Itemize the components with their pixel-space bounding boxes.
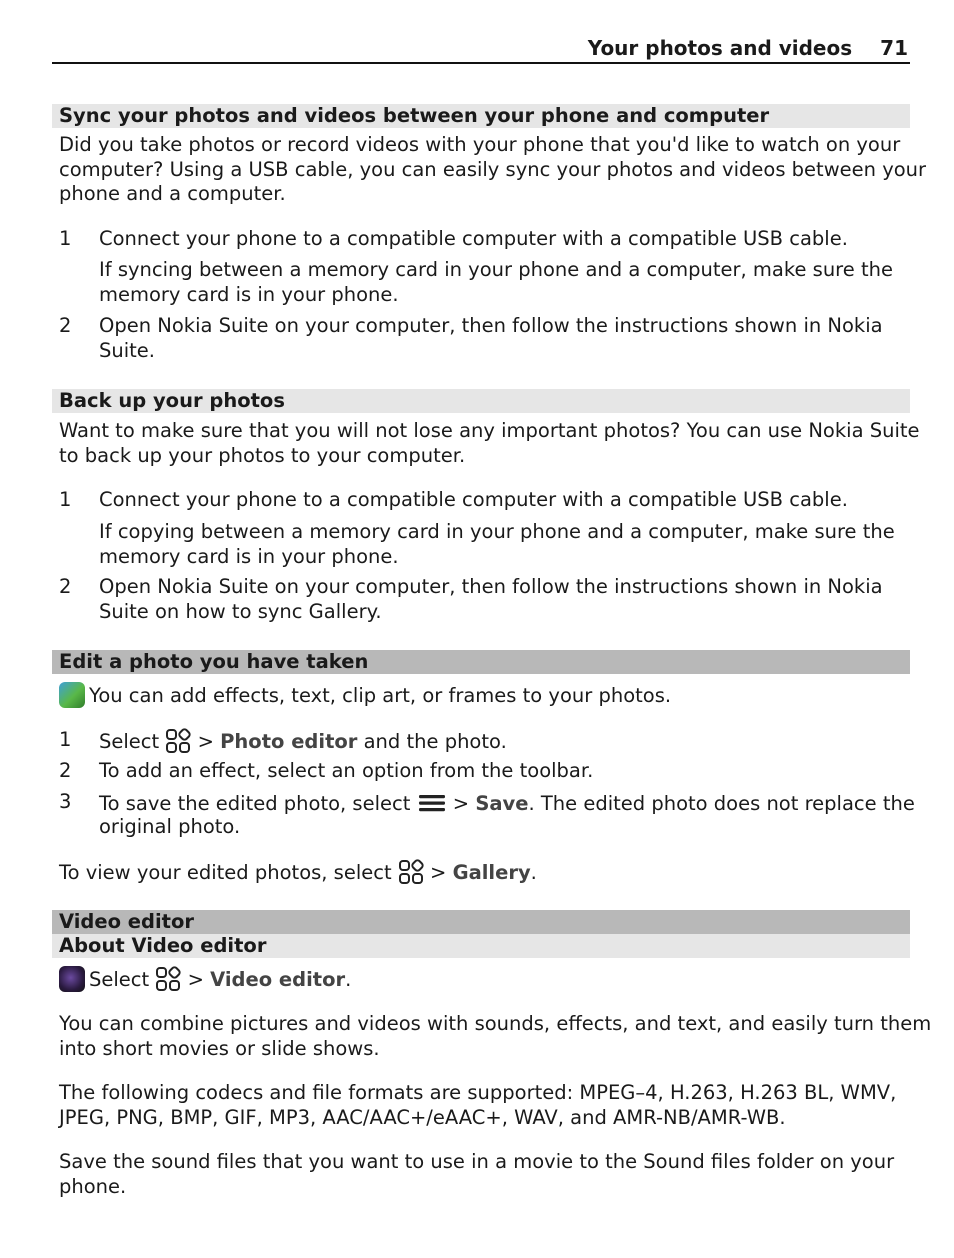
save-label: Save (475, 792, 529, 815)
running-header (52, 34, 910, 64)
video-para-1-line-1: You can combine pictures and videos with sounds, effects, and text, and easily turn them (59, 1012, 932, 1035)
edit-intro-line (59, 682, 909, 709)
backup-step-1-number: 1 (59, 488, 72, 511)
video-editor-app-icon (59, 966, 85, 992)
edit-step-2-number: 2 (59, 759, 72, 782)
sync-step-2-line-2: Suite. (99, 338, 155, 362)
menu-grid-icon (155, 966, 181, 992)
edit-step-1-number: 1 (59, 728, 72, 751)
video-para-1-line-2: into short movies or slide shows. (59, 1036, 380, 1060)
edit-view-text-a: To view your edited photos, select (59, 861, 392, 884)
menu-grid-icon (165, 728, 191, 754)
edit-step-3-line-1 (99, 790, 915, 817)
backup-step-2-line-2: Suite on how to sync Gallery. (99, 599, 382, 623)
sync-intro-line-3: phone and a computer. (59, 182, 286, 205)
menu-grid-icon (398, 859, 424, 885)
section-heading-sync: Sync your photos and videos between your phone and computer (52, 104, 910, 128)
sync-intro-line-2: computer? Using a USB cable, you can easily sync your photos and videos between your (59, 157, 927, 181)
backup-intro-line-2: to back up your photos to your computer. (59, 443, 466, 467)
edit-view-text-c: . (530, 861, 537, 884)
video-select-text-a: Select (89, 968, 150, 991)
sync-step-1-number: 1 (59, 227, 72, 250)
edit-step-3-text-c: . The edited photo does not replace the (528, 792, 915, 815)
options-menu-icon (417, 790, 447, 816)
edit-view-separator: > (423, 861, 453, 884)
chapter-title: Your photos and videos (587, 36, 853, 60)
photo-editor-app-icon (59, 682, 85, 708)
edit-step-2: To add an effect, select an option from the toolbar. (99, 759, 594, 782)
video-editor-label: Video editor (210, 968, 346, 991)
edit-step-1-text-c: and the photo. (357, 730, 507, 753)
video-select-separator: > (181, 968, 211, 991)
edit-view-line (59, 859, 909, 886)
section-heading-video: Video editor (52, 910, 910, 934)
video-para-2-line-1: The following codecs and file formats are supported: MPEG–4, H.263, H.263 BL, WMV, (59, 1081, 897, 1104)
video-para-3-line-2: phone. (59, 1174, 127, 1198)
backup-step-1-note-line-1: If copying between a memory card in your phone and a computer, make sure the (99, 520, 895, 543)
edit-step-1 (99, 728, 909, 755)
video-select-text-c: . (345, 968, 352, 991)
sync-step-2-number: 2 (59, 314, 72, 337)
section-heading-edit: Edit a photo you have taken (52, 650, 910, 674)
backup-intro-line-1: Want to make sure that you will not lose any important photos? You can use Nokia Suite (59, 419, 920, 442)
video-para-2-line-2: JPEG, PNG, BMP, GIF, MP3, AAC/AAC+/eAAC+, WAV, and AMR-NB/AMR-WB. (59, 1105, 786, 1129)
edit-step-3-text-a: To save the edited photo, select (99, 792, 411, 815)
gallery-label: Gallery (452, 861, 531, 884)
edit-intro-text: You can add effects, text, clip art, or frames to your photos. (89, 684, 672, 707)
video-select-line (59, 966, 909, 993)
backup-step-1-note-line-2: memory card is in your phone. (99, 544, 399, 568)
backup-step-2-number: 2 (59, 575, 72, 598)
backup-step-1: Connect your phone to a compatible computer with a compatible USB cable. (99, 488, 848, 511)
sync-intro-line-1: Did you take photos or record videos with your phone that you'd like to watch on your (59, 133, 901, 156)
section-heading-backup: Back up your photos (52, 389, 910, 413)
sync-step-2-line-1: Open Nokia Suite on your computer, then follow the instructions shown in Nokia (99, 314, 883, 337)
sync-step-1-note-line-2: memory card is in your phone. (99, 282, 399, 306)
edit-step-3-separator: > (446, 792, 476, 815)
edit-step-1-text-a: Select (99, 730, 160, 753)
video-para-3-line-1: Save the sound files that you want to use in a movie to the Sound files folder on your (59, 1150, 895, 1173)
subsection-heading-about-video: About Video editor (52, 934, 910, 958)
edit-step-1-separator: > (191, 730, 221, 753)
page-number: 71 (880, 36, 908, 60)
photo-editor-label: Photo editor (220, 730, 358, 753)
edit-step-3-number: 3 (59, 790, 72, 813)
sync-step-1-note-line-1: If syncing between a memory card in your phone and a computer, make sure the (99, 258, 893, 281)
edit-step-3-line-2: original photo. (99, 814, 241, 838)
backup-step-2-line-1: Open Nokia Suite on your computer, then follow the instructions shown in Nokia (99, 575, 883, 598)
sync-step-1: Connect your phone to a compatible computer with a compatible USB cable. (99, 227, 848, 250)
